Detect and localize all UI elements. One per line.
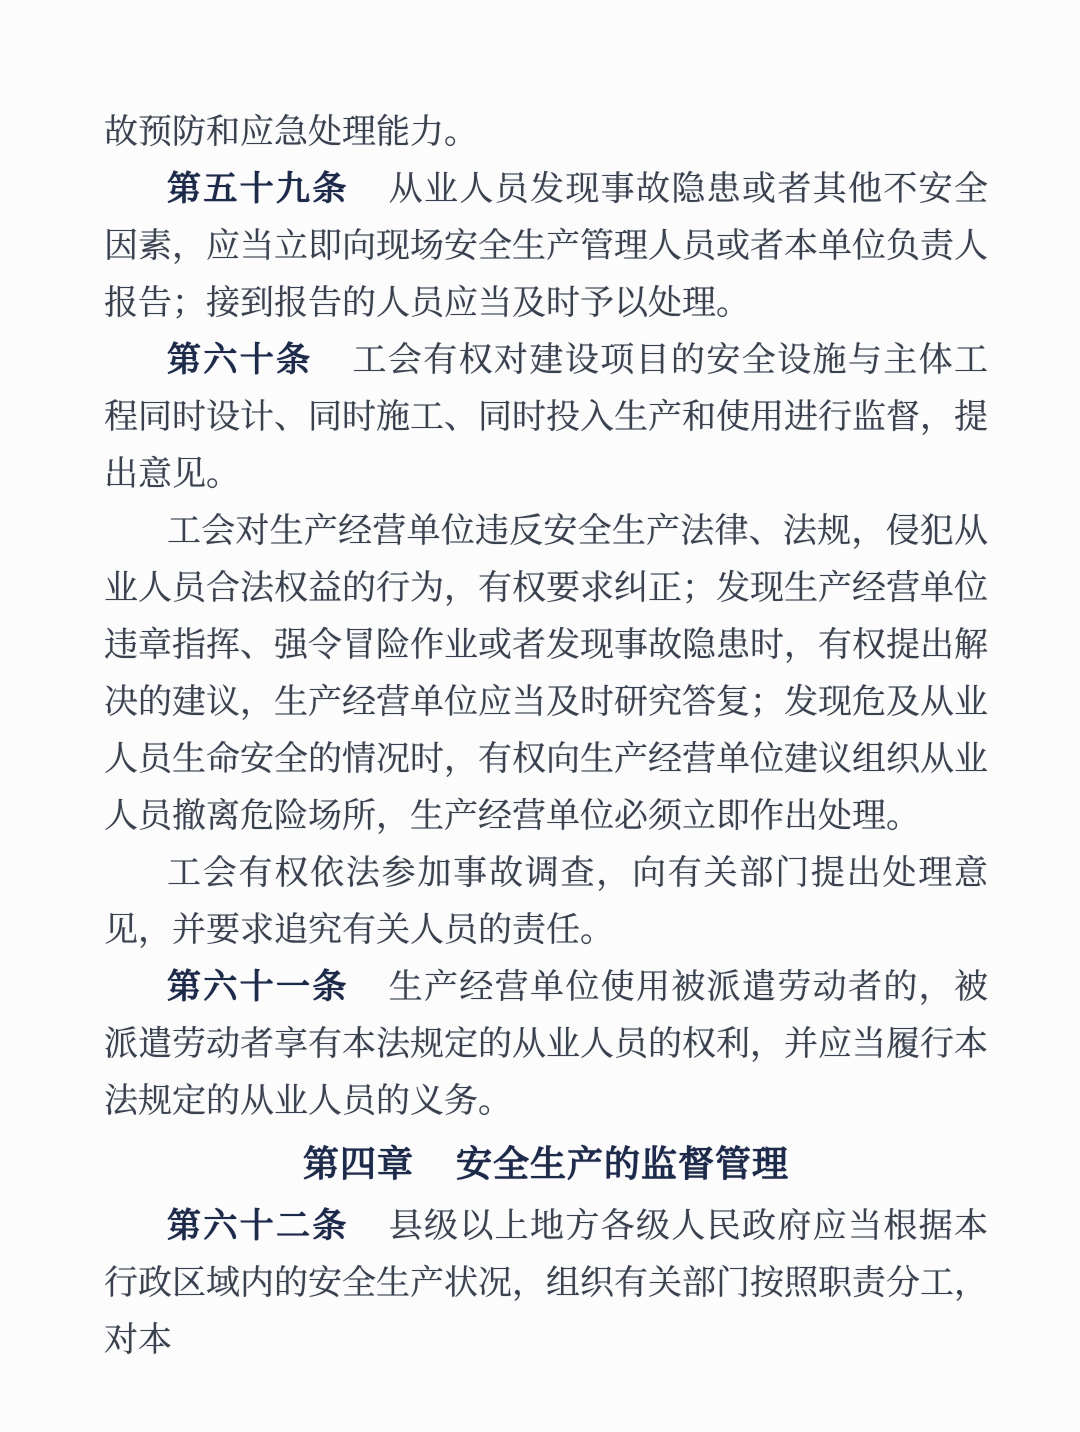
paragraph-union-rights: 工会对生产经营单位违反安全生产法律、法规，侵犯从业人员合法权益的行为，有权要求纠正；发现生产经营单位违章指挥、强令冒险作业或者发现事故隐患时，有权提出解决的建议，生产经营单位应当及时研究答复；发现危及从业人员生命安全的情况时，有权向生产经营单位建议组织从业人员撤离危险场所，生产经营单位必须立即作出处理。 xyxy=(104,513,988,835)
article-60-text: 工会有权对建设项目的安全设施与主体工程同时设计、同时施工、同时投入生产和使用进行监督，提出意见。 xyxy=(104,342,989,493)
paragraph-continuation: 故预防和应急处理能力。 xyxy=(104,114,478,151)
article-62-text: 县级以上地方各级人民政府应当根据本行政区域内的安全生产状况，组织有关部门按照职责分工，对本 xyxy=(104,1208,989,1359)
article-59 xyxy=(104,161,988,332)
article-61-number: 第六十一条 xyxy=(167,968,349,1006)
article-60 xyxy=(104,332,988,503)
paragraph-union-investigation: 工会有权依法参加事故调查，向有关部门提出处理意见，并要求追究有关人员的责任。 xyxy=(104,855,988,949)
article-61 xyxy=(104,959,988,1130)
article-59-number: 第五十九条 xyxy=(167,170,349,208)
article-60-number: 第六十条 xyxy=(167,341,313,379)
chapter-4-title: 安全生产的监督管理 xyxy=(456,1143,790,1184)
article-62-number: 第六十二条 xyxy=(167,1207,349,1245)
article-61-text: 生产经营单位使用被派遣劳动者的，被派遣劳动者享有本法规定的从业人员的权利，并应当履行本法规定的从业人员的义务。 xyxy=(104,969,989,1120)
chapter-4-heading xyxy=(104,1133,988,1195)
chapter-4-number: 第四章 xyxy=(302,1143,414,1184)
article-62 xyxy=(104,1198,988,1369)
article-59-text: 从业人员发现事故隐患或者其他不安全因素，应当立即向现场安全生产管理人员或者本单位负责人报告；接到报告的人员应当及时予以处理。 xyxy=(104,171,989,322)
